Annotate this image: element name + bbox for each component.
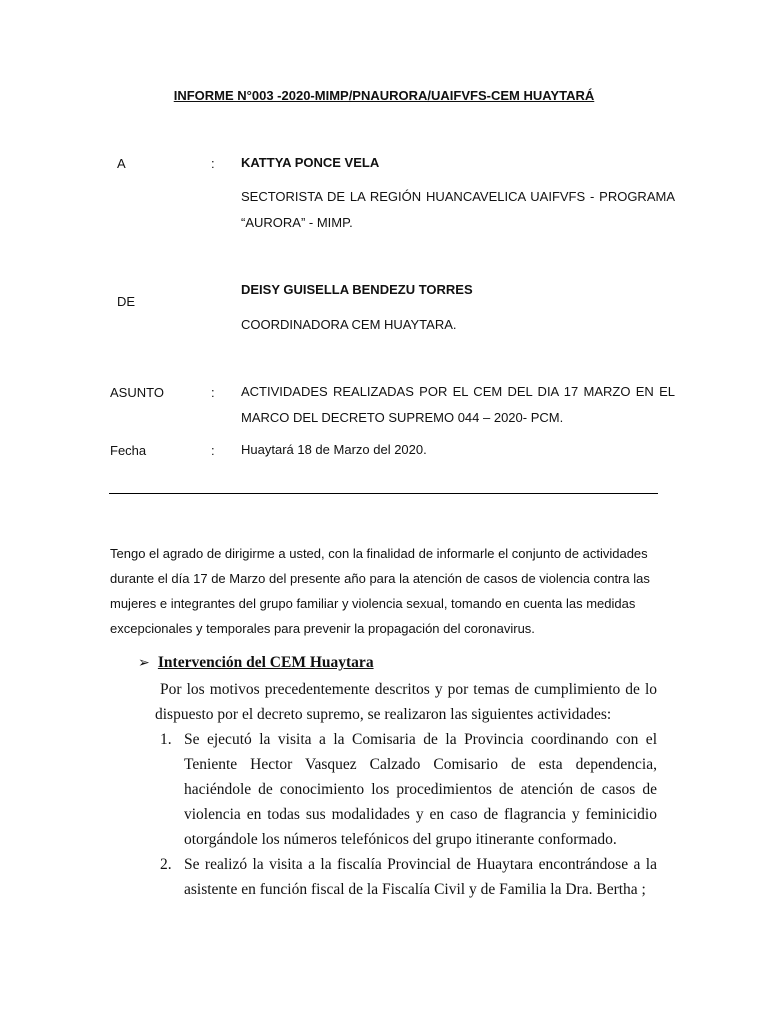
list-item-number: 2. (160, 856, 172, 873)
section-paragraph (155, 677, 657, 727)
list-item-number: 1. (160, 731, 172, 748)
section-title: Intervención del CEM Huaytara (157, 654, 374, 671)
to-colon: : (211, 156, 215, 171)
subject-text: ACTIVIDADES REALIZADAS POR EL CEM DEL DIA 17 MARZO EN EL MARCO DEL DECRETO SUPREMO 044 – 2020- PCM. (241, 384, 675, 425)
header-divider (109, 493, 658, 494)
date-colon: : (211, 443, 215, 458)
date-label: Fecha (110, 443, 147, 458)
to-label: A (117, 156, 126, 171)
list-item (155, 852, 657, 902)
arrow-bullet-icon: ➢ (138, 656, 150, 671)
from-name: DEISY GUISELLA BENDEZU TORRES (241, 282, 473, 297)
subject-label: ASUNTO (110, 385, 164, 400)
report-title: INFORME N°003 -2020-MIMP/PNAURORA/UAIFVFS-CEM HUAYTARÁ (173, 88, 595, 103)
section-heading (138, 652, 374, 675)
list-item-text: Se ejecutó la visita a la Comisaria de la Provincia coordinando con el Teniente Hector Vasquez Calzado Comisario de esta dependencia, haciéndole de conocimiento los procedimientos de atención de casos de violencia en todas sus modalidades y en caso de flagrancia y feminicidio otorgándole los números telefónicos del grupo itinerante conformado. (184, 731, 657, 848)
date-text: Huaytará 18 de Marzo del 2020. (241, 442, 427, 457)
from-role: COORDINADORA CEM HUAYTARA. (241, 317, 457, 332)
to-role: SECTORISTA DE LA REGIÓN HUANCAVELICA UAIFVFS - PROGRAMA “AURORA” - MIMP. (241, 189, 675, 230)
section-paragraph-text: Por los motivos precedentemente descritos y por temas de cumplimiento de lo dispuesto por el decreto supremo, se realizaron las siguientes actividades: (155, 681, 657, 723)
intro-paragraph: Tengo el agrado de dirigirme a usted, con la finalidad de informarle el conjunto de actividades durante el día 17 de Marzo del presente año para la atención de casos de violencia contra las mujeres e integrantes del grupo familiar y violencia sexual, tomando en cuenta las medidas excepcionales y temporales para prevenir la propagación del coronavirus. (110, 546, 650, 636)
list-item (155, 727, 657, 852)
subject-colon: : (211, 385, 215, 400)
from-label: DE (117, 294, 136, 309)
to-name: KATTYA PONCE VELA (241, 155, 380, 170)
list-item-text: Se realizó la visita a la fiscalía Provincial de Huaytara encontrándose a la asistente en función fiscal de la Fiscalía Civil y de Familia la Dra. Bertha ; (184, 856, 657, 898)
